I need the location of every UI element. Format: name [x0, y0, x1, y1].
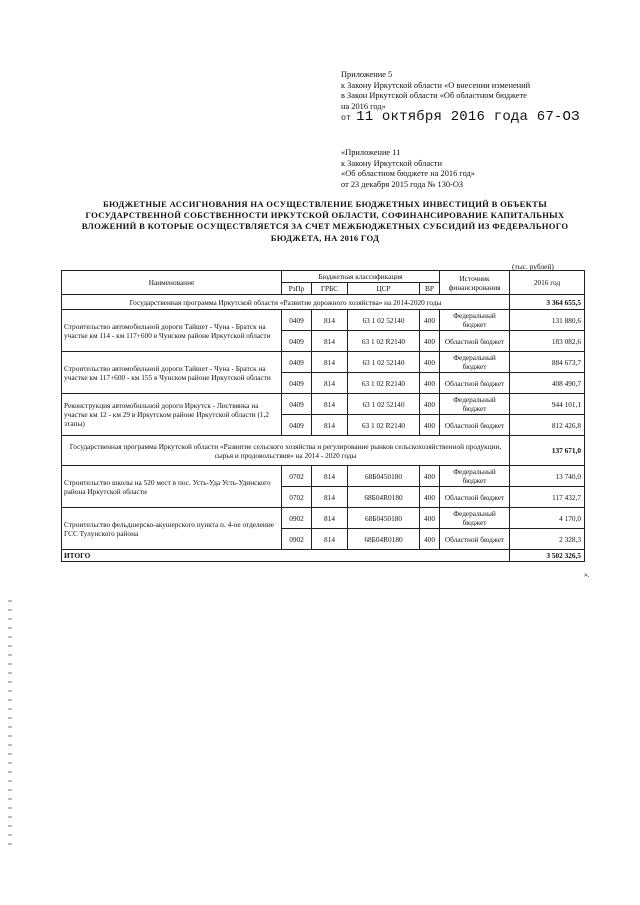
- cell-grbs: 814: [312, 394, 348, 415]
- cell-rzpr: 0409: [282, 373, 312, 394]
- cell-rzpr: 0409: [282, 310, 312, 331]
- header-line: к Закону Иркутской области «О внесении изменений: [341, 80, 531, 90]
- cell-source: Областной бюджет: [440, 529, 510, 550]
- cell-vr: 400: [420, 529, 440, 550]
- cell-amount: 408 490,7: [510, 373, 585, 394]
- title-line: БЮДЖЕТНЫЕ АССИГНОВАНИЯ НА ОСУЩЕСТВЛЕНИЕ БЮДЖЕТНЫХ ИНВЕСТИЦИЙ В ОБЪЕКТЫ: [103, 199, 547, 209]
- stamp-date: 11 октября 2016 года 67-ОЗ: [356, 109, 580, 126]
- cell-source: Федеральный бюджет: [440, 466, 510, 487]
- header-line: «Приложение 11: [341, 148, 401, 157]
- cell-grbs: 814: [312, 415, 348, 436]
- cell-source: Областной бюджет: [440, 373, 510, 394]
- cell-source: Областной бюджет: [440, 331, 510, 352]
- object-name: Реконструкция автомобильной дороги Иркутск - Листвянка на участке км 12 - км 29 в Иркутском районе Иркутской области (1,2 этапы): [62, 394, 282, 436]
- header-line: в Закон Иркутской области «Об областном бюджете: [341, 91, 527, 101]
- cell-grbs: 814: [312, 508, 348, 529]
- document-title: [60, 199, 590, 244]
- cell-amount: 884 673,7: [510, 352, 585, 373]
- program-row: [62, 436, 585, 466]
- object-name: Строительство автомобильной дороги Тайшет - Чуна - Братск на участке км 117+600 - км 155 в Чунском районе Иркутской области: [62, 352, 282, 394]
- program-row: [62, 295, 585, 310]
- cell-csr: 68Б0450180: [348, 466, 420, 487]
- cell-csr: 63 1 02 R2140: [348, 373, 420, 394]
- cell-grbs: 814: [312, 331, 348, 352]
- cell-vr: 400: [420, 352, 440, 373]
- header-line: от 23 декабря 2015 года № 130-ОЗ: [341, 179, 464, 189]
- cell-source: Федеральный бюджет: [440, 508, 510, 529]
- col-header-name: Наименование: [62, 271, 282, 295]
- header-line: на 2016 год»: [341, 101, 386, 111]
- col-header-source: Источник финансирования: [440, 271, 510, 295]
- appendix-header: [341, 70, 601, 124]
- title-line: ВЛОЖЕНИЙ В КОТОРЫЕ ОСУЩЕСТВЛЯЕТСЯ ЗА СЧЕТ МЕЖБЮДЖЕТНЫХ СУБСИДИЙ ИЗ ФЕДЕРАЛЬНОГО: [81, 221, 569, 232]
- cell-grbs: 814: [312, 487, 348, 508]
- title-line: ГОСУДАРСТВЕННОЙ СОБСТВЕННОСТИ ИРКУТСКОЙ ОБЛАСТИ, СОФИНАНСИРОВАНИЕ КАПИТАЛЬНЫХ: [85, 210, 565, 221]
- cell-amount: 2 328,3: [510, 529, 585, 550]
- cell-source: Федеральный бюджет: [440, 352, 510, 373]
- cell-grbs: 814: [312, 529, 348, 550]
- cell-vr: 400: [420, 415, 440, 436]
- program-title: Государственная программа Иркутской области «Развитие сельского хозяйства и регулирование рынков сельскохозяйственной продукции, сырья и продовольствия» на 2014 - 2020 годы: [62, 436, 510, 466]
- cell-vr: 400: [420, 394, 440, 415]
- cell-vr: 400: [420, 373, 440, 394]
- object-name: Строительство автомобильной дороги Тайшет - Чуна - Братск на участке км 114 - км 117+600 в Чунском районе Иркутской области: [62, 310, 282, 352]
- header-line: к Закону Иркутской области: [341, 158, 442, 168]
- cell-amount: 117 432,7: [510, 487, 585, 508]
- appendix-header-original: [341, 148, 601, 190]
- object-name: Строительство фельдшерско-акушерского пункта п. 4-ое отделение ГСС Тулунского района: [62, 508, 282, 550]
- cell-rzpr: 0409: [282, 394, 312, 415]
- cell-csr: 68Б04R0180: [348, 529, 420, 550]
- cell-csr: 63 1 02 52140: [348, 310, 420, 331]
- cell-amount: 4 170,0: [510, 508, 585, 529]
- cell-vr: 400: [420, 508, 440, 529]
- cell-amount: 13 740,0: [510, 466, 585, 487]
- units-label: (тыс. рублей): [512, 262, 554, 271]
- col-header-classification: Бюджетная классификация: [282, 271, 440, 283]
- law-stamp: [341, 109, 601, 126]
- program-total: 137 671,0: [510, 436, 585, 466]
- object-name: Строительство школы на 520 мест в пос. Усть-Уда Усть-Удинского района Иркутской области: [62, 466, 282, 508]
- col-header-csr: ЦСР: [348, 283, 420, 295]
- cell-csr: 68Б04R0180: [348, 487, 420, 508]
- cell-csr: 68Б0450180: [348, 508, 420, 529]
- col-header-year: 2016 год: [510, 271, 585, 295]
- cell-amount: 812 426,8: [510, 415, 585, 436]
- cell-rzpr: 0702: [282, 487, 312, 508]
- col-header-vr: ВР: [420, 283, 440, 295]
- cell-rzpr: 0702: [282, 466, 312, 487]
- cell-vr: 400: [420, 310, 440, 331]
- header-line: «Об областном бюджете на 2016 год»: [341, 169, 475, 179]
- cell-rzpr: 0902: [282, 508, 312, 529]
- cell-rzpr: 0409: [282, 331, 312, 352]
- table-row: [62, 394, 585, 415]
- cell-source: Федеральный бюджет: [440, 310, 510, 331]
- program-total: 3 364 655,5: [510, 295, 585, 310]
- table-row: [62, 508, 585, 529]
- table-row: [62, 310, 585, 331]
- cell-amount: 131 880,6: [510, 310, 585, 331]
- cell-source: Областной бюджет: [440, 415, 510, 436]
- cell-source: Федеральный бюджет: [440, 394, 510, 415]
- cell-amount: 183 082,6: [510, 331, 585, 352]
- closing-quote: ».: [584, 570, 590, 579]
- cell-vr: 400: [420, 466, 440, 487]
- total-row: [62, 550, 585, 562]
- cell-csr: 63 1 02 R2140: [348, 331, 420, 352]
- cell-csr: 63 1 02 52140: [348, 394, 420, 415]
- program-title: Государственная программа Иркутской области «Развитие дорожного хозяйства» на 2014-2020 годы: [62, 295, 510, 310]
- total-amount: 3 502 326,5: [510, 550, 585, 562]
- cell-source: Областной бюджет: [440, 487, 510, 508]
- title-line: БЮДЖЕТА, НА 2016 ГОД: [270, 232, 380, 243]
- cell-grbs: 814: [312, 352, 348, 373]
- cell-rzpr: 0409: [282, 352, 312, 373]
- col-header-grbs: ГРБС: [312, 283, 348, 295]
- table-row: [62, 466, 585, 487]
- cell-rzpr: 0409: [282, 415, 312, 436]
- stamp-prefix: от: [341, 113, 352, 124]
- cell-vr: 400: [420, 331, 440, 352]
- cell-rzpr: 0902: [282, 529, 312, 550]
- budget-table: [61, 270, 585, 562]
- cell-grbs: 814: [312, 466, 348, 487]
- table-row: [62, 352, 585, 373]
- header-line: Приложение 5: [341, 70, 393, 79]
- col-header-rzpr: РзПр: [282, 283, 312, 295]
- total-label: ИТОГО: [62, 550, 510, 562]
- cell-amount: 944 101,1: [510, 394, 585, 415]
- cell-csr: 63 1 02 R2140: [348, 415, 420, 436]
- cell-grbs: 814: [312, 373, 348, 394]
- cell-vr: 400: [420, 487, 440, 508]
- cell-csr: 63 1 02 52140: [348, 352, 420, 373]
- scan-margin-marks: [8, 600, 12, 850]
- cell-grbs: 814: [312, 310, 348, 331]
